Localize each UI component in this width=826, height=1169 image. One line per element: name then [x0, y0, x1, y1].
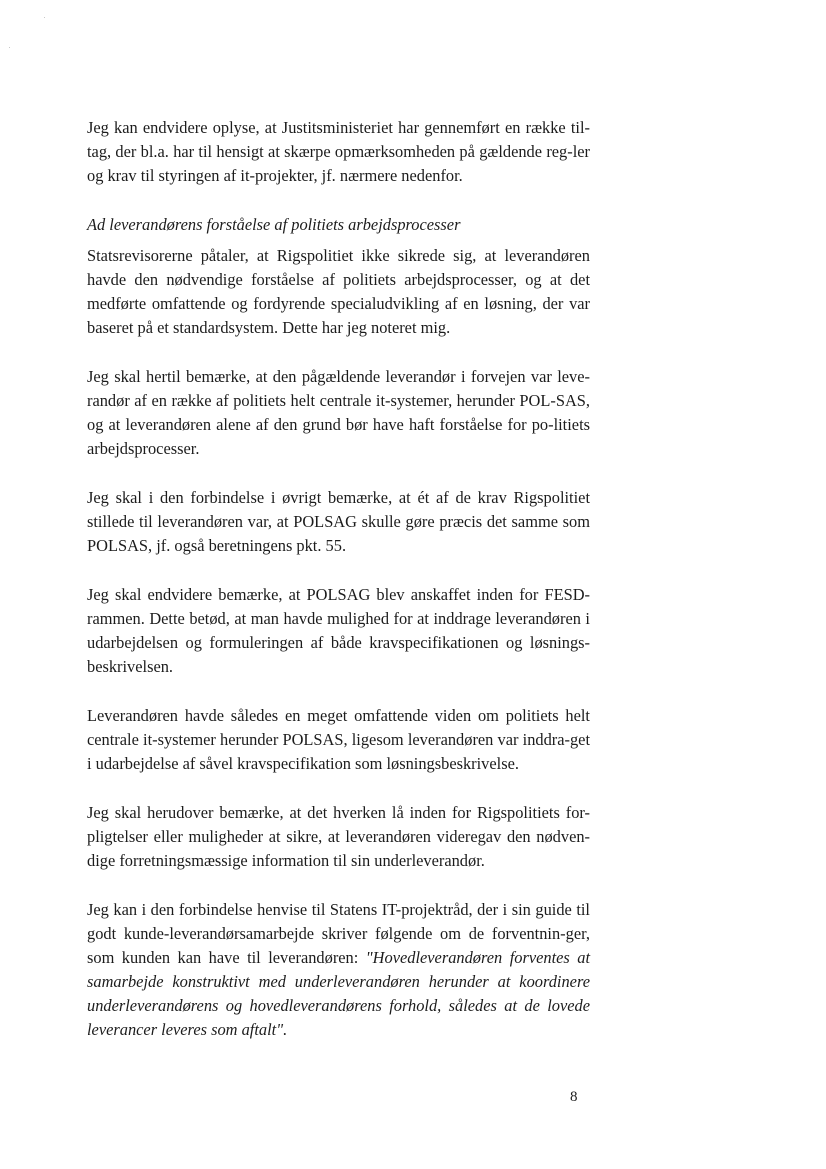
section-heading: Ad leverandørens forståelse af politiets arbejdsprocesser: [87, 215, 461, 234]
scan-speck: [9, 47, 10, 48]
scan-speck: [44, 17, 45, 18]
page-number: 8: [570, 1089, 578, 1105]
paragraph-8: [87, 898, 590, 1042]
paragraph-1: Jeg kan endvidere oplyse, at Justitsministeriet har gennemført en række til-tag, der bl.a. har til hensigt at skærpe opmærksomheden på gældende reg-ler og krav til styringen af it-projekter, jf. nærmere nedenfor.: [87, 118, 590, 185]
paragraph-8-text: Jeg kan i den forbindelse henvise til Statens IT-projektråd, der i sin guide til godt kunde-leverandørsamarbejde skriver følgende om de forventnin-ger, som kunden kan have til leverandøren:: [87, 900, 590, 967]
paragraph-4: Jeg skal i den forbindelse i øvrigt bemærke, at ét af de krav Rigspolitiet stillede til leverandøren var, at POLSAG skulle gøre præcis det samme som POLSAS, jf. også beretningens pkt. 55.: [87, 488, 590, 555]
paragraph-7: Jeg skal herudover bemærke, at det hverken lå inden for Rigspolitiets for-pligtelser eller muligheder at sikre, at leverandøren videregav den nødven-dige forretningsmæssige information til sin underleverandør.: [87, 803, 590, 870]
body-text: [87, 116, 590, 1067]
paragraph-2: Statsrevisorerne påtaler, at Rigspolitiet ikke sikrede sig, at leverandøren havde den nødvendige forståelse af politiets arbejdsprocesser, og at det medførte omfattende og fordyrende specialudvikling af en løsning, der var baseret på et standardsystem. Dette har jeg noteret mig.: [87, 246, 590, 337]
paragraph-3: Jeg skal hertil bemærke, at den pågældende leverandør i forvejen var leve-randør af en række af politiets helt centrale it-systemer, herunder POL-SAS, og at leverandøren alene af den grund bør have haft forståelse for po-litiets arbejdsprocesser.: [87, 367, 590, 458]
paragraph-5: Jeg skal endvidere bemærke, at POLSAG blev anskaffet inden for FESD-rammen. Dette betød, at man havde mulighed for at inddrage leverandøren i udarbejdelsen og formuleringen af både kravspecifikationen og løsnings-beskrivelsen.: [87, 585, 590, 676]
guide-quote: "Hovedleverandøren forventes at samarbejde konstruktivt med underleverandøren herunder at koordinere underleverandørens og hovedleverandørens forhold, således at de lovede leverancer leveres som aftalt".: [87, 948, 590, 1039]
paragraph-6: Leverandøren havde således en meget omfattende viden om politiets helt centrale it-systemer herunder POLSAS, ligesom leverandøren var inddra-get i udarbejdelse af såvel kravspecifikation som løsningsbeskrivelse.: [87, 706, 590, 773]
